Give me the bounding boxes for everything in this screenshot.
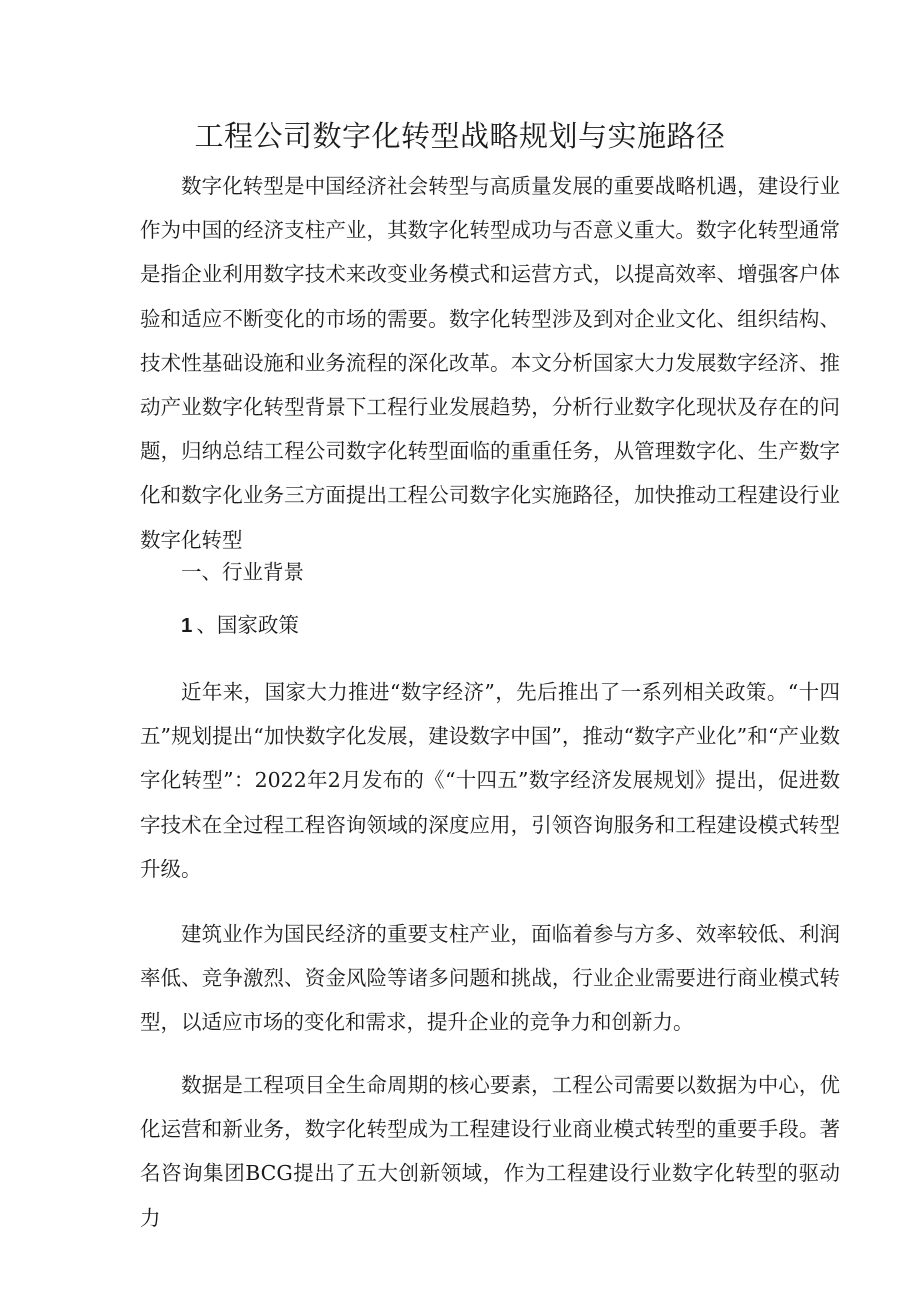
body-paragraph: 建筑业作为国民经济的重要支柱产业，面临着参与方多、效率较低、利润率低、竞争激烈、资金风险等诸多问题和挑战，行业企业需要进行商业模式转型，以适应市场的变化和需求，提升企业的竞争力和创新力。 (140, 922, 840, 1035)
subsection-number: 1 (181, 614, 193, 637)
intro-paragraph: 数字化转型是中国经济社会转型与高质量发展的重要战略机遇，建设行业作为中国的经济支柱产业，其数字化转型成功与否意义重大。数字化转型通常是指企业利用数字技术来改变业务模式和运营方式，以提高效率、增强客户体验和适应不断变化的市场的需要。数字化转型涉及到对企业文化、组织结构、技术性基础设施和业务流程的深化改革。本文分析国家大力发展数字经济、推动产业数字化转型背景下工程行业发展趋势，分析行业数字化现状及存在的问题，归纳总结工程公司数字化转型面临的重重任务，从管理数字化、生产数字化和数字化业务三方面提出工程公司数字化实施路径，加快推动工程建设行业数字化转型 (140, 174, 840, 552)
body-paragraph: 近年来，国家大力推进“数字经济”，先后推出了一系列相关政策。“十四五”规划提出“加快数字化发展，建设数字中国”，推动“数字产业化”和“产业数字化转型”：2022年2月发布的《“十四五”数字经济发展规划》提出，促进数字技术在全过程工程咨询领域的深度应用，引领咨询服务和工程建设模式转型升级。 (140, 680, 840, 881)
subsection-heading (181, 605, 299, 646)
body-paragraph: 数据是工程项目全生命周期的核心要素，工程公司需要以数据为中心，优化运营和新业务，数字化转型成为工程建设行业商业模式转型的重要手段。著名咨询集团BCG提出了五大创新领域，作为工程建设行业数字化转型的驱动力 (140, 1073, 840, 1230)
subsection-title: 、国家政策 (196, 613, 299, 637)
section-heading: 一、行业背景 (181, 560, 304, 584)
document-title: 工程公司数字化转型战略规划与实施路径 (194, 119, 726, 153)
